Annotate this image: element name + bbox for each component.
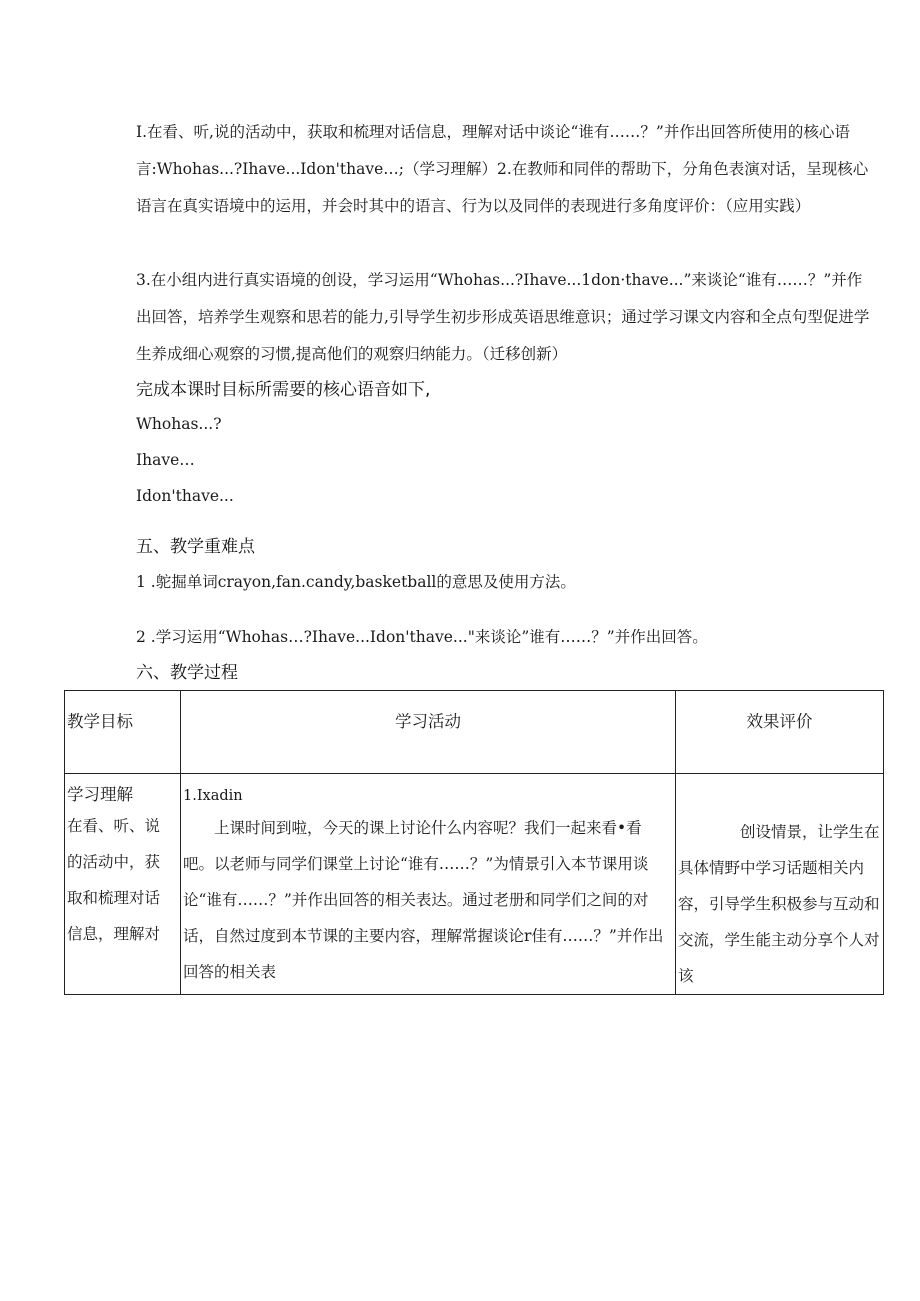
table-header-row — [65, 691, 884, 774]
key-point-item: 2 .学习运用“Whohas…?Ihave...Idon'thave..."来谈论”谁有……？”并作出回答。 — [136, 628, 708, 646]
activity-cell — [181, 774, 676, 995]
activity-title: 1.Ixadin — [183, 788, 243, 804]
header-effect-label: 效果评价 — [746, 712, 813, 731]
goal-cell — [65, 774, 181, 995]
goal-title: 学习理解 — [67, 785, 133, 804]
effect-cell — [676, 774, 884, 995]
activity-text: 上课时间到啦，今天的课上讨论什么内容呢？我们一起来看•看吧。以老师与同学们课堂上讨论“谁有……？”为情景引入本节课用谈论“谁有……？”并作出回答的相关表达。通过老册和同学们之间的对话，自然过度到本节课的主要内容，理解常握谈论r佳有……？”并作出回答的相关表 — [183, 819, 664, 981]
core-language-item: Idon'thave... — [136, 487, 234, 505]
section-6-heading: 六、教学过程 — [136, 663, 238, 683]
table-row — [65, 774, 884, 995]
header-cell-effect — [676, 691, 884, 774]
core-language-item: Whohas...? — [136, 415, 222, 433]
key-point-item: 1 .鸵掘单词crayon,fan.candy,basketball的意思及使用方法。 — [136, 573, 576, 591]
header-cell-activity — [181, 691, 676, 774]
header-activity-label: 学习活动 — [395, 712, 461, 731]
header-cell-goal — [65, 691, 181, 774]
intro-paragraph-1: I.在看、听,说的活动中，获取和梳理对话信息，理解对话中谈论“谁有……？”并作出回答所使用的核心语言:Whohas...?Ihave...Idon'thave…;（学习理解）2.在教师和同伴的帮助下，分角色表演对话，呈现核心语言在真实语境中的运用，并会时其中的语言、行为以及同伴的表现进行多角度评价：（应用实践） — [136, 123, 869, 215]
goal-text: 在看、听、说的活动中，获取和梳理对话信息，理解对 — [67, 817, 161, 943]
teaching-process-table — [64, 690, 884, 995]
section-5-heading: 五、教学重难点 — [136, 537, 255, 557]
header-goal-label: 教学目标 — [67, 712, 133, 731]
core-language-heading: 完成本课时目标所需要的核心语音如下, — [136, 380, 431, 400]
effect-text: 创设情景，让学生在具体情野中学习话题相关内容，引导学生积极参与互动和交流，学生能主动分享个人对该 — [678, 823, 880, 985]
intro-paragraph-2: 3.在小组内进行真实语境的创设，学习运用“Whohas...?Ihave...1don·thave...”来谈论“谁有……？”并作出回答，培养学生观察和思若的能力,引导学生初步形成英语思维意识；通过学习课文内容和全点句型促进学生养成细心观察的习惯,提高他们的观察归纳能力。（迁移创新） — [136, 271, 870, 363]
core-language-item: Ihave… — [136, 451, 195, 469]
